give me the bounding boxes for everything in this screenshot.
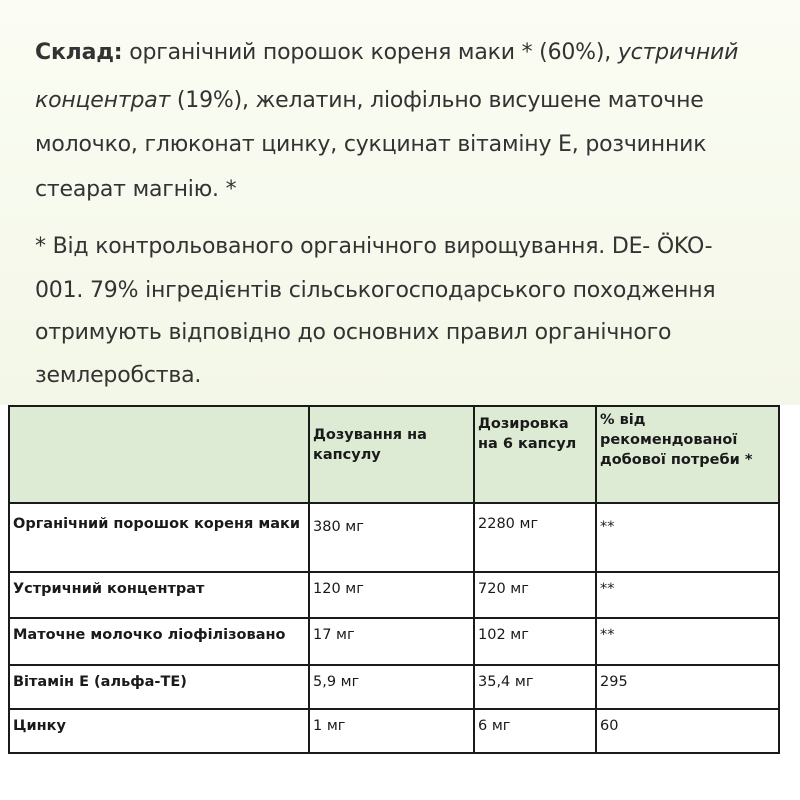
- table-header-row: [9, 406, 779, 503]
- row-per-capsule: 380 мг: [309, 503, 474, 572]
- header-daily-value: % від рекомендованої добової потреби *: [596, 406, 779, 503]
- table-row: [9, 709, 779, 753]
- row-name: Устричний концентрат: [9, 572, 309, 618]
- header-per-capsule: Дозування на капсулу: [309, 406, 474, 503]
- row-per-6: 6 мг: [474, 709, 596, 753]
- composition-line-3: молочко, глюконат цинку, сукцинат вітаміну Е, розчинник: [35, 132, 707, 157]
- note-line-2: 001. 79% інгредієнтів сільськогосподарського походження: [35, 278, 716, 303]
- table-row: [9, 572, 779, 618]
- row-per-6: 102 мг: [474, 618, 596, 665]
- row-per-capsule: 17 мг: [309, 618, 474, 665]
- composition-text-1: органічний порошок кореня маки * (60%),: [129, 40, 612, 65]
- table-row: [9, 665, 779, 709]
- row-per-capsule: 1 мг: [309, 709, 474, 753]
- header-name: [9, 406, 309, 503]
- row-per-capsule: 120 мг: [309, 572, 474, 618]
- row-daily: **: [596, 503, 779, 572]
- row-daily: 60: [596, 709, 779, 753]
- composition-label: Склад:: [35, 40, 123, 65]
- row-daily: 295: [596, 665, 779, 709]
- row-per-6: 35,4 мг: [474, 665, 596, 709]
- composition-line-2: [35, 88, 704, 113]
- row-name: Вітамін Е (альфа-ТЕ): [9, 665, 309, 709]
- composition-italic-1: устричний: [617, 40, 739, 65]
- row-daily: **: [596, 572, 779, 618]
- row-name: Цинку: [9, 709, 309, 753]
- composition-italic-2: концентрат: [35, 88, 171, 113]
- note-line-3: отримують відповідно до основних правил органічного: [35, 320, 672, 345]
- note-line-1: * Від контрольованого органічного вирощування. DE- ÖKO-: [35, 234, 713, 259]
- nutrition-table: [8, 405, 780, 754]
- nutrition-table-wrapper: [8, 405, 778, 754]
- row-name: Маточне молочко ліофілізовано: [9, 618, 309, 665]
- row-per-6: 720 мг: [474, 572, 596, 618]
- table-row: [9, 503, 779, 572]
- composition-text-2: (19%), желатин, ліофільно висушене маточне: [176, 88, 704, 113]
- header-per-6-capsules: Дозировка на 6 капсул: [474, 406, 596, 503]
- table-row: [9, 618, 779, 665]
- composition-line-4: стеарат магнію. *: [35, 177, 237, 202]
- note-line-4: землеробства.: [35, 363, 202, 388]
- row-per-capsule: 5,9 мг: [309, 665, 474, 709]
- row-per-6: 2280 мг: [474, 503, 596, 572]
- row-name: Органічний порошок кореня маки: [9, 503, 309, 572]
- composition-line-1: [35, 40, 738, 65]
- row-daily: **: [596, 618, 779, 665]
